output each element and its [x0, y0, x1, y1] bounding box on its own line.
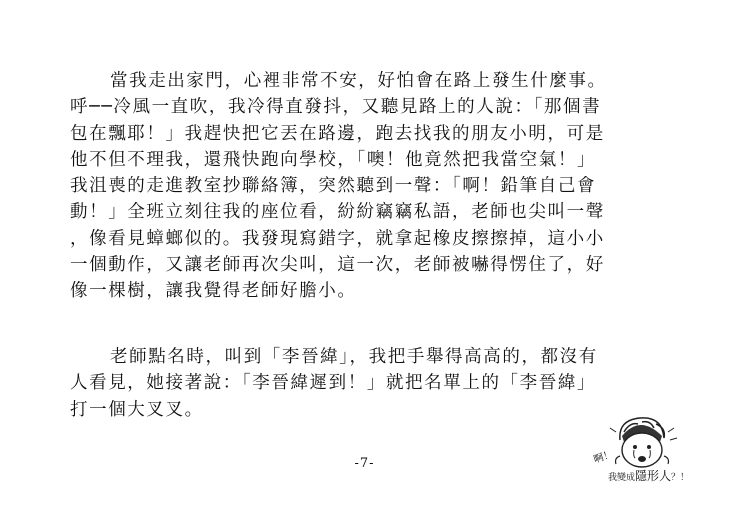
doodle-caption-end: ？！ — [671, 473, 690, 483]
paragraph-1 — [70, 68, 670, 305]
page-number: -7- — [354, 456, 375, 471]
text-line: 像一棵樹，讓我覺得老師好膽小。 — [70, 281, 357, 302]
text-line: 一個動作，又讓老師再次尖叫，這一次，老師被嚇得愣住了，好 — [70, 255, 605, 276]
text-line: 包在飄耶！」我趕快把它丟在路邊，跑去找我的朋友小明，可是 — [70, 123, 605, 144]
doodle-exclaim-text: 啊！ — [592, 449, 615, 466]
text-line: 人看見，她接著說：「李晉緯遲到！」就把名單上的「李晉緯」 — [70, 373, 597, 394]
doodle-caption-big: 隱形人 — [635, 469, 672, 483]
text-line: 呼──冷風一直吹，我冷得直發抖，又聽見路上的人說：「那個書 — [70, 97, 602, 118]
paragraph-2 — [70, 344, 670, 423]
text-line: 他不但不理我，還飛快跑向學校，「噢！他竟然把我當空氣！」 — [70, 149, 597, 170]
text-line: 我沮喪的走進教室抄聯絡簿，突然聽到一聲：「啊！鉛筆自己會 — [70, 176, 597, 197]
text-line: 老師點名時，叫到「李晉緯」，我把手舉得高高的，都沒有 — [110, 347, 598, 367]
text-line: 當我走出家門，心裡非常不安，好怕會在路上發生什麼事。 — [110, 71, 607, 91]
text-line: 打一個大叉叉。 — [70, 399, 204, 420]
doodle-caption-small: 我變成 — [608, 473, 636, 483]
text-line: 動！」全班立刻往我的座位看，紛紛竊竊私語，老師也尖叫一聲 — [70, 202, 605, 223]
text-line: ，像看見蟑螂似的。我發現寫錯字，就拿起橡皮擦擦掉，這小小 — [70, 228, 605, 249]
